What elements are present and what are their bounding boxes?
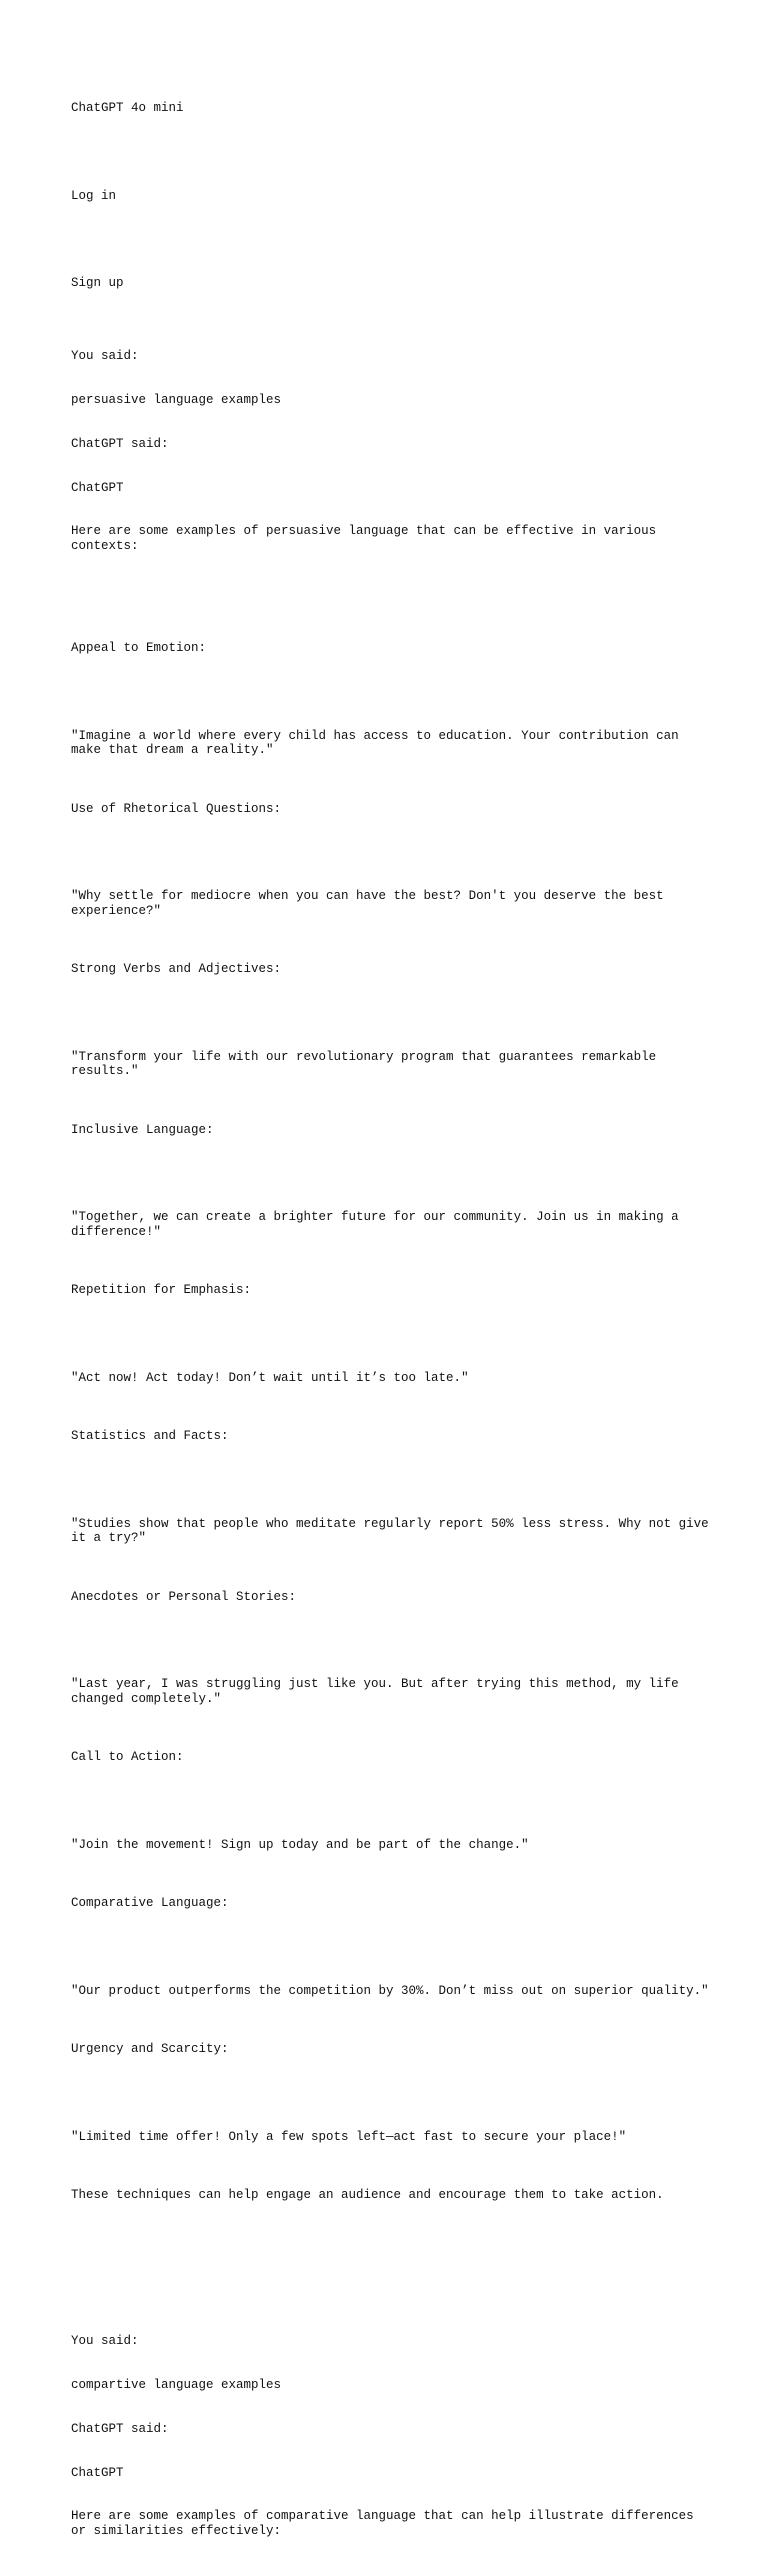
item-heading: Repetition for Emphasis: <box>71 1283 252 1298</box>
assistant-name: ChatGPT <box>71 480 124 495</box>
assistant-intro: Here are some examples of persuasive language that can be effective in various contexts: <box>71 524 664 553</box>
app-title: ChatGPT 4o mini <box>71 101 184 116</box>
item-heading: Strong Verbs and Adjectives: <box>71 962 282 977</box>
document-page <box>71 72 717 2553</box>
item-example: "Act now! Act today! Don’t wait until it’s too late." <box>71 1370 469 1385</box>
item-example: "Imagine a world where every child has access to education. Your contribution can make that dream a reality." <box>71 728 687 758</box>
signup-link[interactable]: Sign up <box>71 276 124 291</box>
item-heading: Call to Action: <box>71 1750 184 1765</box>
assistant-intro: Here are some examples of comparative language that can help illustrate differences or similarities effectively: <box>71 2509 702 2538</box>
item-example: "Join the movement! Sign up today and be part of the change." <box>71 1837 529 1852</box>
item-example: "Our product outperforms the competition by 30%. Don’t miss out on superior quality." <box>71 1983 709 1998</box>
item-heading: Urgency and Scarcity: <box>71 2042 229 2057</box>
user-message: compartive language examples <box>71 2378 282 2393</box>
item-example: "Limited time offer! Only a few spots left—act fast to secure your place!" <box>71 2129 627 2144</box>
item-heading: Anecdotes or Personal Stories: <box>71 1589 297 1604</box>
assistant-name: ChatGPT <box>71 2465 124 2480</box>
item-heading: Inclusive Language: <box>71 1122 214 1137</box>
item-heading: Appeal to Emotion: <box>71 641 207 656</box>
item-example: "Studies show that people who meditate regularly report 50% less stress. Why not give it a try?" <box>71 1516 717 1546</box>
user-message: persuasive language examples <box>71 393 282 408</box>
item-example: "Why settle for mediocre when you can have the best? Don't you deserve the best experience?" <box>71 889 672 918</box>
assistant-outro: These techniques can help engage an audience and encourage them to take action. <box>71 2188 664 2203</box>
item-example: "Transform your life with our revolutionary program that guarantees remarkable results." <box>71 1049 664 1079</box>
item-example: "Together, we can create a brighter future for our community. Join us in making a difference!" <box>71 1210 687 1239</box>
login-link[interactable]: Log in <box>71 188 117 203</box>
item-example: "Last year, I was struggling just like you. But after trying this method, my life changed completely." <box>71 1677 687 1706</box>
user-label: You said: <box>71 349 139 364</box>
item-heading: Comparative Language: <box>71 1896 229 1911</box>
assistant-label: ChatGPT said: <box>71 2421 169 2436</box>
user-label: You said: <box>71 2334 139 2349</box>
item-heading: Statistics and Facts: <box>71 1429 229 1444</box>
assistant-label: ChatGPT said: <box>71 436 169 451</box>
item-heading: Use of Rhetorical Questions: <box>71 801 282 816</box>
